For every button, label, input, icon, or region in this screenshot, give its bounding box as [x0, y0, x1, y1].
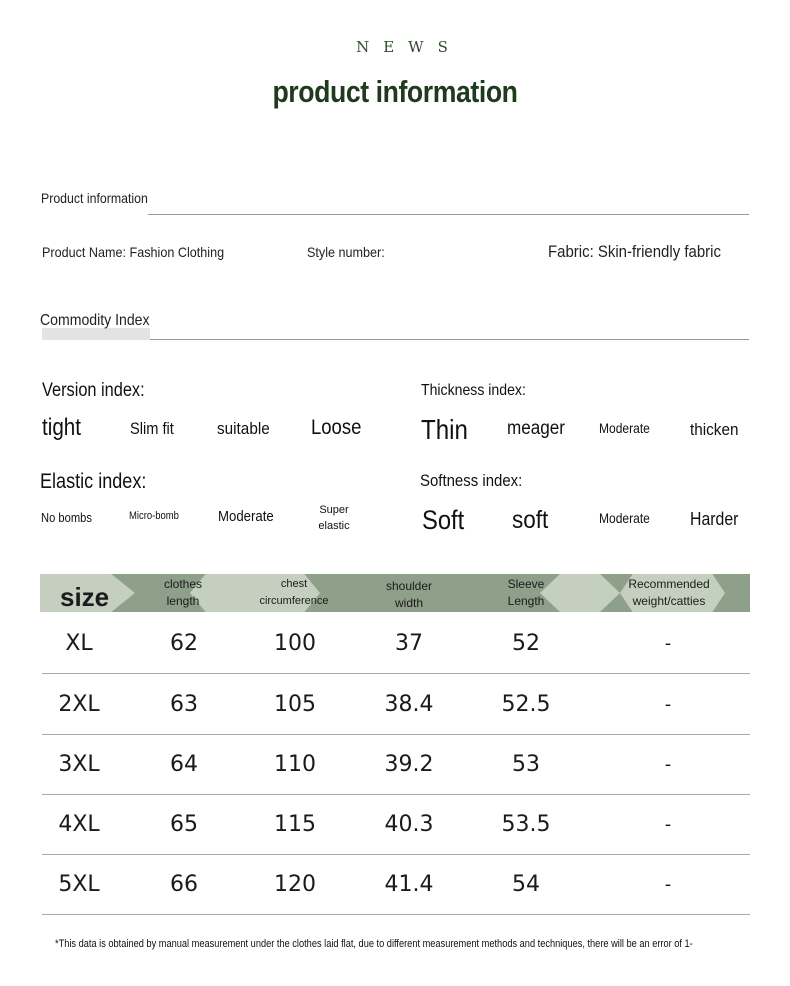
cell-chest: 115	[274, 811, 316, 837]
header-chest-circumference: chest circumference	[259, 578, 329, 607]
header-clothes-length: clothes length	[163, 577, 203, 608]
cell-chest: 110	[274, 751, 316, 777]
product-info-divider	[148, 214, 749, 215]
cell-shoulder: 40.3	[384, 811, 434, 837]
fabric-label: Fabric: Skin-friendly fabric	[548, 242, 721, 261]
softness-option-soft-2: soft	[512, 506, 549, 534]
elastic-option-micro-bomb: Micro-bomb	[129, 510, 179, 522]
cell-sleeve: 54	[512, 871, 540, 897]
cell-chest: 100	[274, 630, 316, 656]
elastic-option-super-elastic: Super elastic	[318, 504, 350, 532]
table-row	[42, 734, 750, 795]
cell-clothes-length: 63	[170, 691, 198, 717]
version-option-tight: tight	[42, 414, 82, 441]
news-kicker: NEWS	[356, 38, 462, 56]
cell-sleeve: 52.5	[501, 691, 551, 717]
commodity-section-title: Commodity Index	[40, 312, 150, 329]
cell-clothes-length: 64	[170, 751, 198, 777]
version-option-loose: Loose	[311, 416, 362, 439]
product-name-label: Product Name: Fashion Clothing	[42, 244, 225, 260]
thickness-option-moderate: Moderate	[599, 420, 650, 436]
product-info-section-title: Product information	[41, 190, 148, 206]
table-row	[42, 854, 750, 915]
thickness-option-thicken: thicken	[690, 420, 739, 439]
cell-sleeve: 53.5	[501, 811, 551, 837]
thickness-option-meager: meager	[507, 418, 565, 439]
softness-index-label: Softness index:	[420, 471, 523, 490]
softness-option-soft: Soft	[422, 505, 465, 535]
cell-shoulder: 39.2	[384, 751, 434, 777]
cell-sleeve: 53	[512, 751, 540, 777]
cell-shoulder: 38.4	[384, 691, 434, 717]
table-row	[42, 674, 750, 735]
cell-shoulder: 37	[395, 630, 423, 656]
softness-option-harder: Harder	[690, 509, 739, 529]
cell-weight: -	[664, 693, 672, 715]
header-size: size	[60, 581, 110, 612]
cell-size: 5XL	[58, 871, 100, 897]
version-option-suitable: suitable	[217, 419, 270, 438]
version-option-slim-fit: Slim fit	[130, 419, 174, 438]
page-title: product information	[272, 74, 518, 109]
cell-shoulder: 41.4	[384, 871, 434, 897]
thickness-index-label: Thickness index:	[421, 382, 526, 399]
cell-chest: 105	[274, 691, 316, 717]
style-number-label: Style number:	[307, 244, 385, 260]
header-sleeve-length: Sleeve Length	[507, 577, 545, 608]
cell-size: 4XL	[58, 811, 100, 837]
elastic-option-no-bombs: No bombs	[41, 510, 92, 525]
header-shoulder-width: shoulder width	[385, 579, 433, 610]
measurement-footnote: *This data is obtained by manual measurement under the clothes laid flat, due to different measurement methods and techniques, there will be an error of 1-	[55, 938, 693, 950]
cell-size: XL	[65, 630, 93, 656]
cell-clothes-length: 62	[170, 630, 198, 656]
softness-option-moderate: Moderate	[599, 510, 650, 526]
cell-weight: -	[664, 873, 672, 895]
cell-size: 3XL	[58, 751, 100, 777]
cell-weight: -	[664, 813, 672, 835]
size-table-header	[40, 574, 750, 612]
header-recommended-weight: Recommended weight/catties	[628, 577, 710, 608]
thickness-option-thin: Thin	[421, 414, 468, 445]
cell-weight: -	[664, 632, 672, 654]
table-row	[42, 794, 750, 855]
cell-clothes-length: 65	[170, 811, 198, 837]
table-row	[42, 613, 750, 674]
cell-sleeve: 52	[512, 630, 540, 656]
cell-size: 2XL	[58, 691, 100, 717]
commodity-divider	[150, 339, 749, 340]
cell-weight: -	[664, 753, 672, 775]
elastic-index-label: Elastic index:	[40, 470, 147, 493]
version-index-label: Version index:	[42, 380, 145, 401]
elastic-option-moderate: Moderate	[218, 508, 274, 525]
cell-chest: 120	[274, 871, 316, 897]
cell-clothes-length: 66	[170, 871, 198, 897]
